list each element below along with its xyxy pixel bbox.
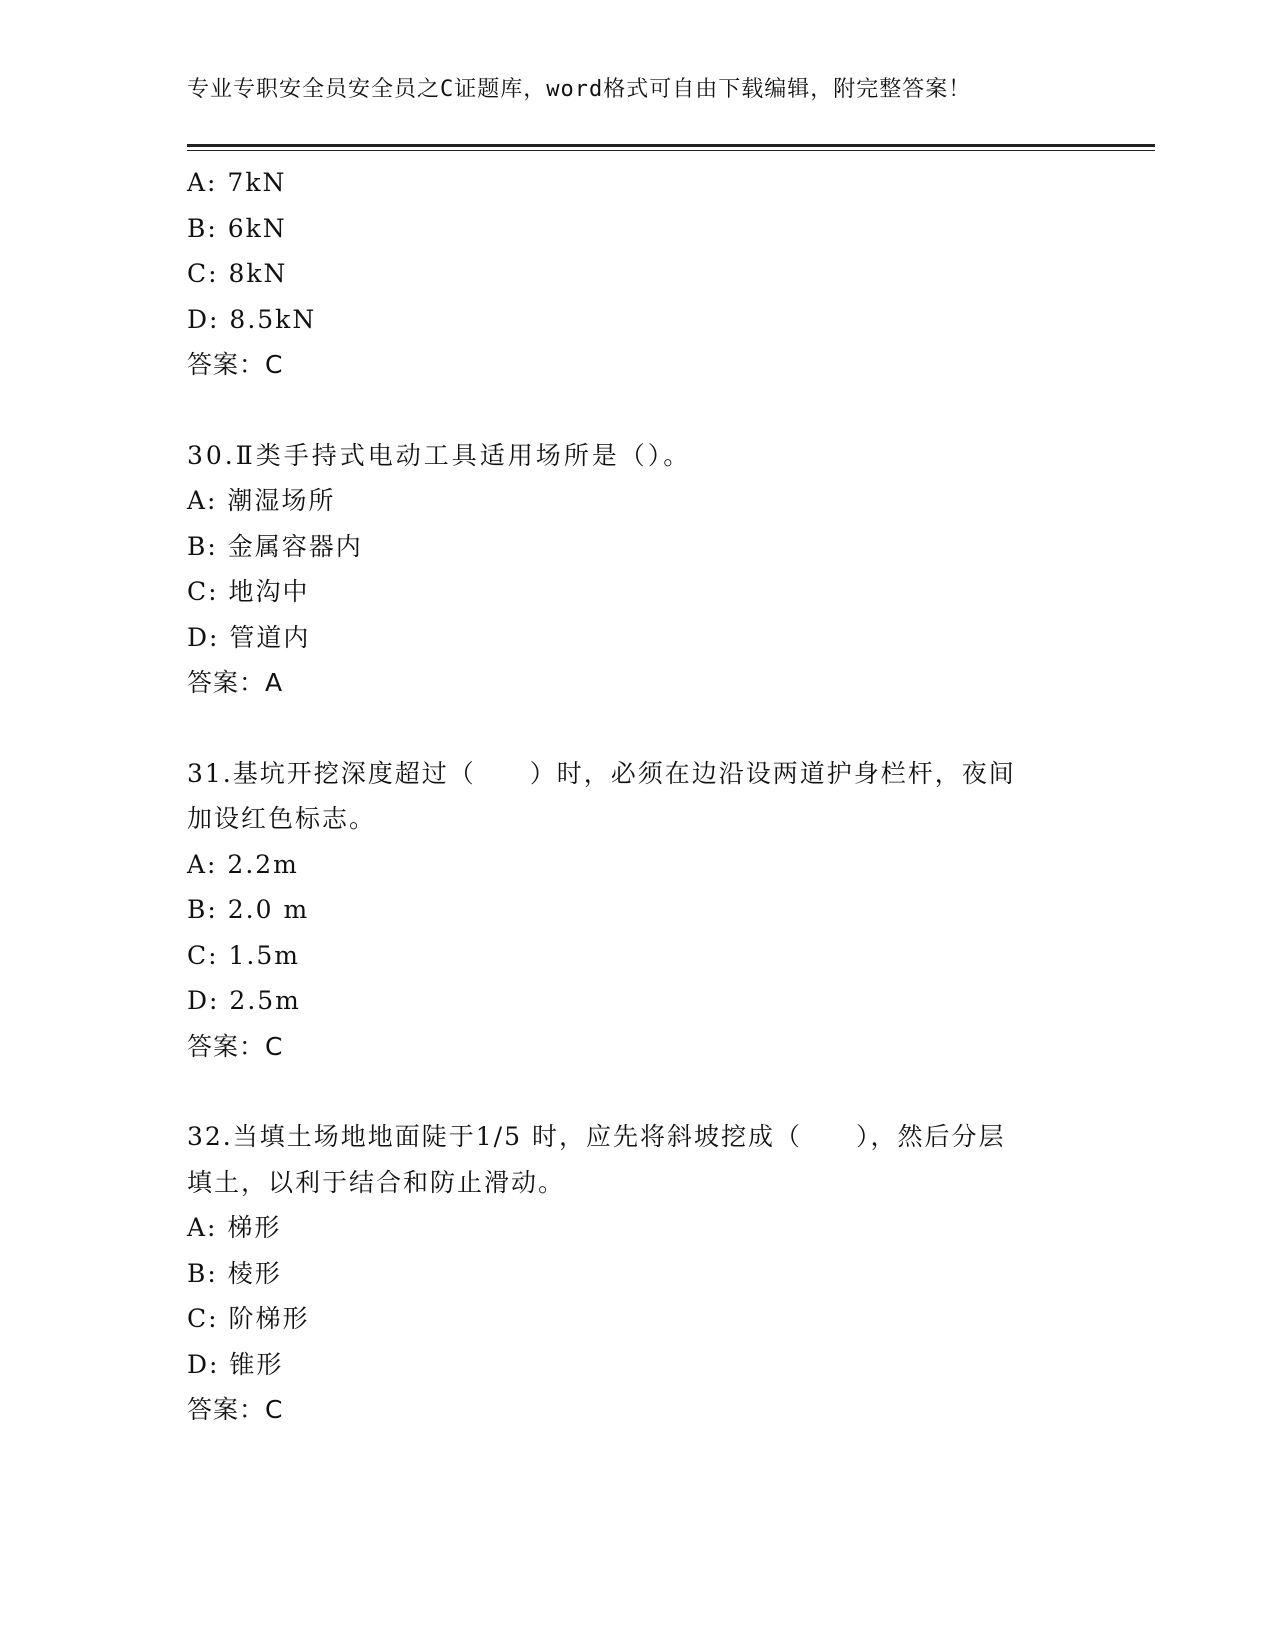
option-c: C: 8kN xyxy=(187,259,288,288)
option-a: A: 梯形 xyxy=(187,1213,282,1242)
question-text: 30.Ⅱ类手持式电动工具适用场所是（）。 xyxy=(187,440,692,470)
answer-line: 答案：C xyxy=(187,1031,284,1061)
answer-line: 答案：A xyxy=(187,668,284,697)
question-text-line-2: 加设红色标志。 xyxy=(187,804,377,833)
answer-line: 答案：C xyxy=(187,1395,284,1424)
answer-line: 答案：C xyxy=(187,350,284,379)
option-b: B: 6kN xyxy=(187,213,287,243)
question-text-line-1: 31.基坑开挖深度超过（ ）时，必须在边沿设两道护身栏杆，夜间 xyxy=(187,758,1016,788)
option-b: B: 棱形 xyxy=(187,1258,282,1288)
option-a: A: 2.2m xyxy=(187,849,299,879)
page-header: 专业专职安全员安全员之C证题库，word格式可自由下载编辑，附完整答案！ xyxy=(187,77,972,102)
question-32 xyxy=(187,1114,1087,1433)
question-list xyxy=(187,160,1087,1433)
header-rule-thin xyxy=(187,150,1155,151)
option-c: C: 1.5m xyxy=(187,940,300,970)
header-rule-thick xyxy=(187,144,1155,147)
option-d: D: 管道内 xyxy=(187,622,311,652)
question-text-line-1: 32.当填土场地地面陡于1/5 时，应先将斜坡挖成（ ），然后分层 xyxy=(187,1122,1006,1151)
question-31 xyxy=(187,751,1087,1070)
option-b: B: 2.0 m xyxy=(187,895,310,924)
question-text-line-2: 填土，以利于结合和防止滑动。 xyxy=(187,1167,566,1197)
option-a: A: 潮湿场所 xyxy=(187,486,336,515)
continued-question-block xyxy=(187,160,1087,388)
option-d: D: 2.5m xyxy=(187,986,301,1015)
option-c: C: 阶梯形 xyxy=(187,1304,310,1333)
option-c: C: 地沟中 xyxy=(187,577,310,606)
option-a: A: 7kN xyxy=(187,168,287,197)
question-30 xyxy=(187,433,1087,706)
option-d: D: 锥形 xyxy=(187,1349,284,1379)
option-d: D: 8.5kN xyxy=(187,304,317,334)
option-b: B: 金属容器内 xyxy=(187,531,363,561)
